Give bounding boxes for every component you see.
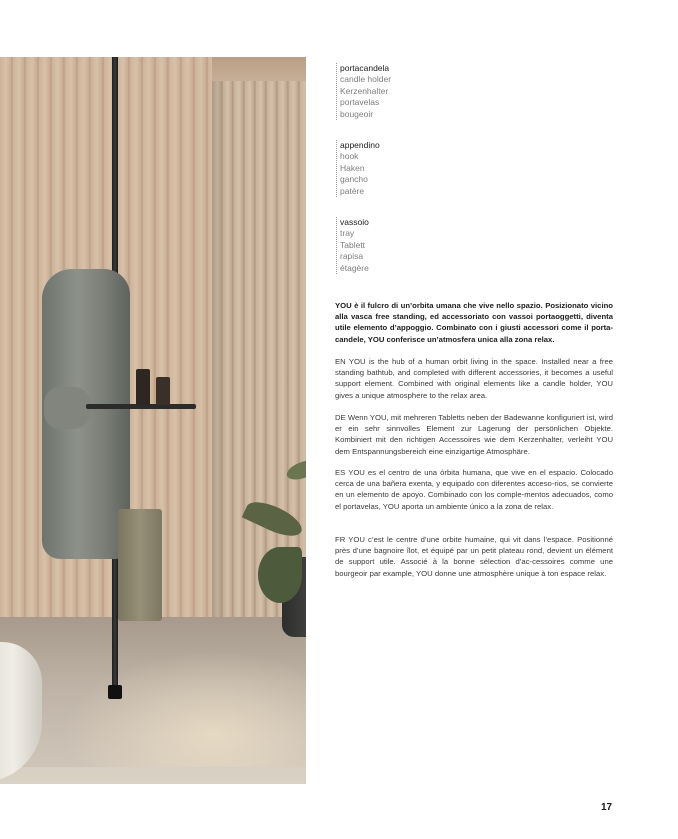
- glossary-entry: [336, 217, 369, 274]
- pole-foot: [108, 685, 122, 699]
- towel: [118, 509, 162, 621]
- glossary-translation: portavelas: [340, 97, 380, 108]
- glossary-term: vassoio: [340, 217, 369, 227]
- glossary-term: portacandela: [340, 63, 390, 73]
- glossary-translation: patère: [340, 185, 365, 196]
- glossary-entry: [336, 140, 380, 197]
- ceiling: [212, 57, 306, 81]
- glossary-translation: hook: [340, 151, 359, 162]
- glossary-term: appendino: [340, 140, 380, 150]
- product-photo: [0, 57, 306, 784]
- glossary-translation: bougeoir: [340, 108, 374, 119]
- paragraph-german: DE Wenn YOU, mit mehreren Tabletts neben der Badewanne konfiguriert ist, wird er ein sehr sinnvolles Element zur Lagerung der persönlichen Objekte. Kombiniert mit den richtigen Accessoires wie dem Kerzenhalter, verleiht YOU dem Entspannungsbereich eine einzigartige Atmosphäre.: [335, 413, 613, 456]
- wood-slat-wall: [212, 57, 306, 627]
- page-number: 17: [601, 802, 613, 813]
- glossary-translation: Tablett: [340, 239, 366, 250]
- paragraph-spanish: ES YOU es el centro de una órbita humana, que vive en el espacio. Colocado cerca de una bañera exenta, y equipado con diferentes acceso-rios, se convierte en un elemento de apoyo. Combinado con los comple-mentos adecuados, como el portavelas, YOU aporta un ambiente único a la zona de relax.: [335, 468, 613, 511]
- glossary-translation: candle holder: [340, 74, 392, 85]
- glossary-translation: gancho: [340, 174, 368, 185]
- paragraph-english: EN YOU is the hub of a human orbit living in the space. Installed near a free standing bathtub, and completed with different accessories, it becomes a useful support element. Combined with original elements like a candle holder, YOU gives a unique atmosphere to the relax area.: [335, 357, 613, 400]
- glossary-entry: [336, 63, 391, 120]
- glossary-translation: tray: [340, 228, 355, 239]
- paragraph-italian: YOU è il fulcro di un’orbita umana che vive nello spazio. Posizionato vicino alla vasca free standing, ed accessoriato con vassoi portaoggetti, diventa utile elemento d’appoggio. Combinato con i giusti accessori come il porta-candele, YOU conferisce un’atmosfera unica alla zona relax.: [335, 301, 613, 344]
- glossary-translation: étagère: [340, 262, 369, 273]
- glossary-translation: Kerzenhalter: [340, 85, 389, 96]
- glossary-translation: Haken: [340, 162, 365, 173]
- terrazzo-floor: [0, 617, 306, 784]
- paragraph-french: FR YOU c’est le centre d’une orbite humaine, qui vit dans l’espace. Positionné près d’une bagnoire îlot, et équipé par un petit plateau rond, devient un élément de support utile. Associé à la bonne sélection d’ac-cessoires comme une bourgeoir par example, YOU donne une atmosphère unique à ton espace relax.: [335, 535, 613, 578]
- floor-foreground: [0, 767, 306, 784]
- plant-leaf: [258, 547, 302, 603]
- bottle: [156, 377, 170, 405]
- glossary-translation: rapisa: [340, 251, 364, 262]
- bottle: [136, 369, 150, 405]
- bathrobe-sleeve: [44, 387, 90, 429]
